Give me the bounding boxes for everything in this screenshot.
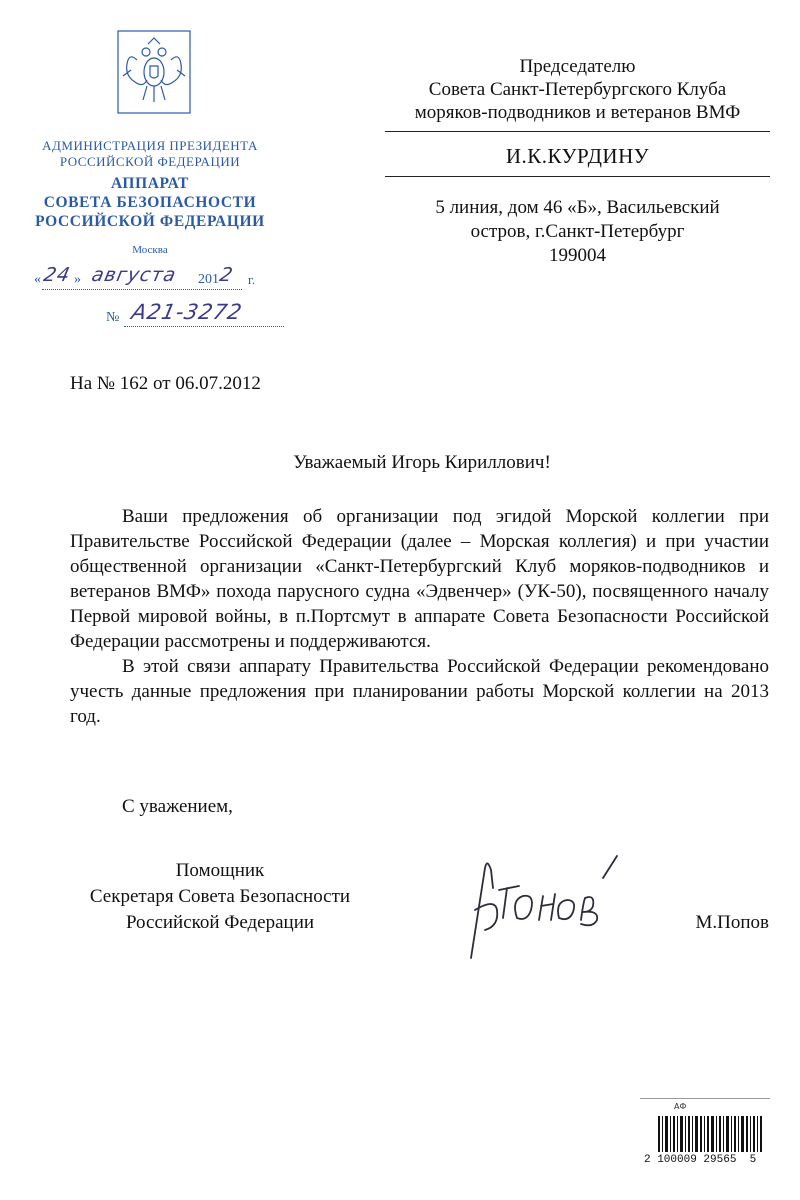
signatory-name: М.Попов [695, 912, 769, 933]
number-label: № [106, 310, 120, 325]
barcode-top-line [640, 1098, 770, 1099]
recipient-divider-top [385, 131, 770, 132]
date-year-digit-handwritten: 2 [217, 264, 236, 286]
sender-admin-line2: РОССИЙСКОЙ ФЕДЕРАЦИИ [59, 154, 241, 169]
date-underline [42, 289, 242, 291]
sender-city: Москва [132, 244, 168, 256]
barcode-bars [658, 1116, 762, 1152]
recipient-divider-bottom [385, 176, 770, 177]
letter-body [70, 504, 769, 729]
recipient-council: Совета Санкт-Петербургского Клуба [428, 79, 727, 100]
date-year-suffix: г. [248, 272, 256, 287]
recipient-club: моряков-подводников и ветеранов ВМФ [414, 102, 741, 123]
barcode-number: 2 100009 29565 5 [644, 1154, 757, 1166]
sender-federation: РОССИЙСКОЙ ФЕДЕРАЦИИ [35, 213, 265, 230]
recipient-address-line2: остров, г.Санкт-Петербург [470, 221, 685, 242]
sender-apparatus: АППАРАТ [111, 175, 189, 192]
recipient-address-line1: 5 линия, дом 46 «Б», Васильевский [435, 197, 720, 218]
outgoing-number [106, 300, 296, 330]
recipient-zip: 199004 [549, 245, 606, 266]
greeting: Уважаемый Игорь Кириллович! [293, 452, 551, 473]
closing: С уважением, [122, 796, 233, 817]
reference-line: На № 162 от 06.07.2012 [70, 373, 261, 394]
date-month-handwritten: августа [89, 264, 179, 286]
recipient-name: И.К.КУРДИНУ [505, 144, 650, 168]
state-emblem [117, 30, 191, 114]
signatory-block [70, 858, 370, 936]
outgoing-date [34, 262, 284, 292]
date-year-prefix: 201 [198, 272, 219, 287]
date-close-quote: » [74, 272, 81, 287]
signatory-position-line3: Российской Федерации [125, 912, 315, 933]
signatory-position-line1: Помощник [175, 860, 265, 881]
date-open-quote: « [34, 272, 41, 287]
recipient-title: Председателю [519, 56, 636, 77]
sender-council: СОВЕТА БЕЗОПАСНОСТИ [43, 194, 257, 211]
handwritten-signature [455, 848, 630, 963]
barcode-label [640, 1098, 770, 1168]
number-underline [124, 326, 284, 328]
date-day-handwritten: 24 [41, 264, 73, 286]
signatory-position-line2: Секретаря Совета Безопасности [89, 886, 351, 907]
number-handwritten: А21-3272 [129, 300, 245, 324]
barcode-stamp: АФ [674, 1102, 687, 1111]
body-paragraph-2: В этой связи аппарату Правительства Российской Федерации рекомендовано учесть данные предложения при планировании работы Морской коллегии на 2013 год. [70, 656, 769, 727]
body-paragraph-1: Ваши предложения об организации под эгидой Морской коллегии при Правительстве Российской Федерации (далее – Морская коллегия) и при участии общественной организации «Санкт-Петербургский Клуб моряков-подводников и ветеранов ВМФ» похода парусного судна «Эдвенчер» (УК-50), посвященного началу Первой мировой войны, в п.Портсмут в аппарате Совета Безопасности Российской Федерации рассмотрены и поддерживаются. [70, 506, 769, 652]
sender-admin-line1: АДМИНИСТРАЦИЯ ПРЕЗИДЕНТА [42, 138, 258, 153]
